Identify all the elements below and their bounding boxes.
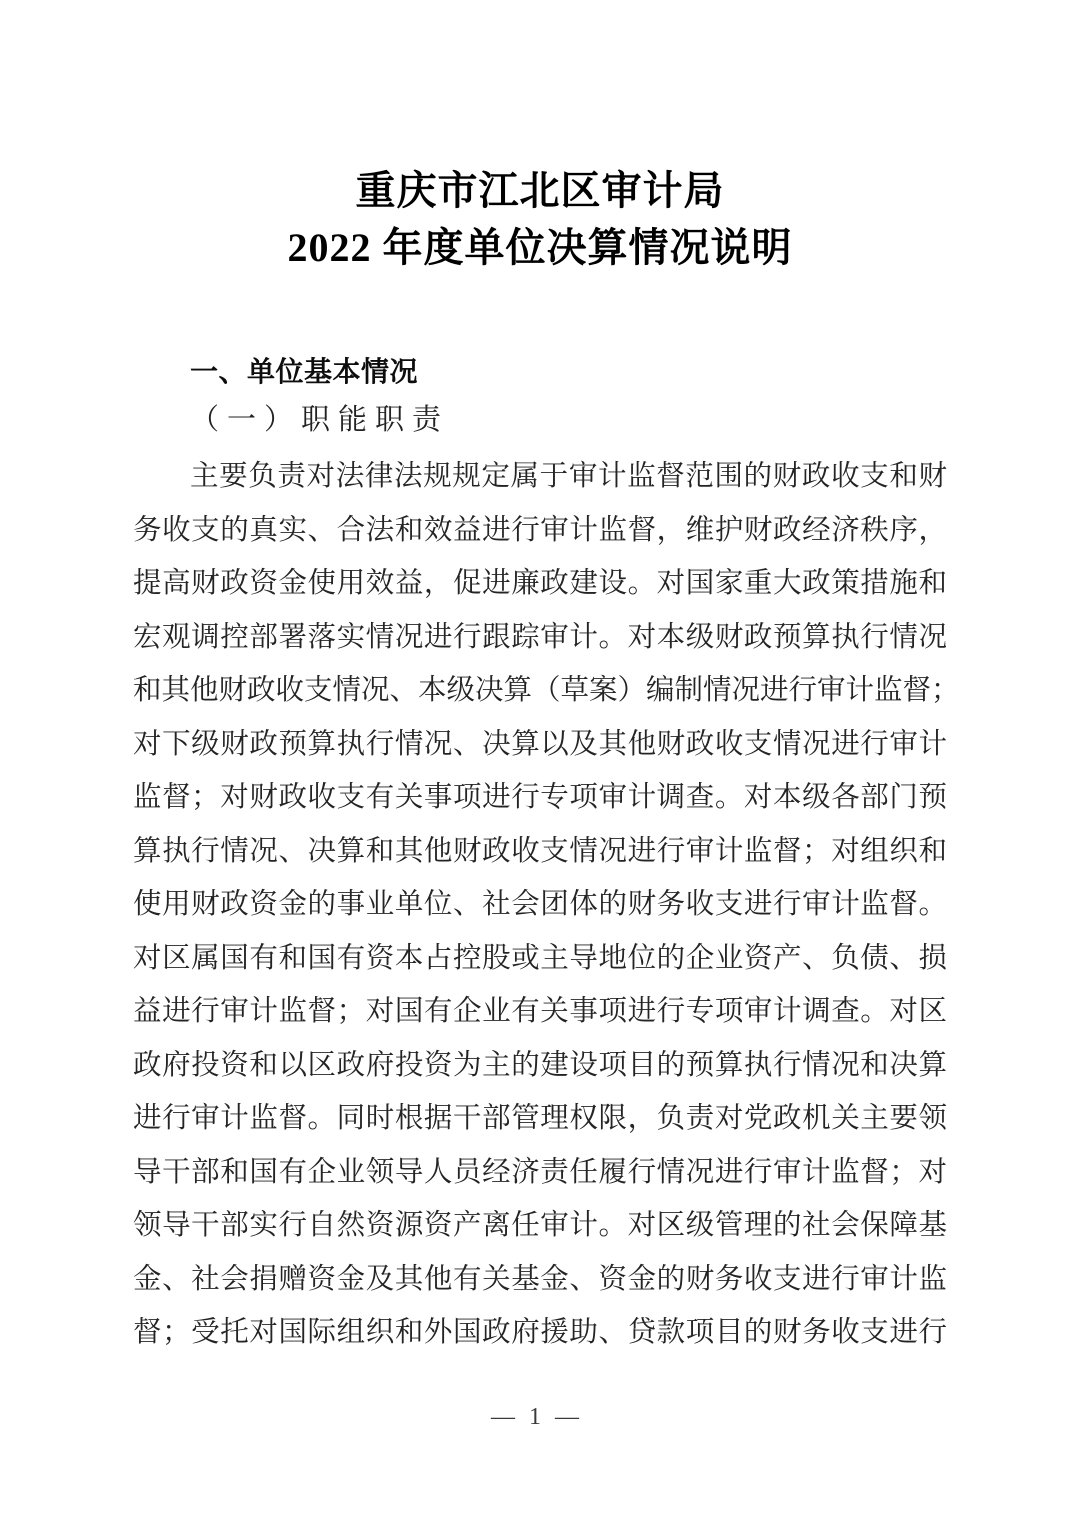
- body-line: 算执行情况、决算和其他财政收支情况进行审计监督；对组织和: [133, 835, 947, 867]
- section-heading-basic-info: 一、单位基本情况: [190, 356, 419, 387]
- body-line: 益进行审计监督；对国有企业有关事项进行专项审计调查。对区: [133, 996, 947, 1027]
- title-line-1: 重庆市江北区审计局: [355, 168, 725, 213]
- body-line: 督；受托对国际组织和外国政府援助、贷款项目的财务收支进行: [133, 1317, 947, 1348]
- body-line: 领导干部实行自然资源资产离任审计。对区级管理的社会保障基: [133, 1210, 947, 1241]
- body-line: 主要负责对法律法规规定属于审计监督范围的财政收支和财: [190, 461, 947, 492]
- body-line: 使用财政资金的事业单位、社会团体的财务收支进行审计监督。: [133, 889, 947, 920]
- subsection-heading-duties: （一）职能职责: [190, 404, 450, 436]
- body-line: 提高财政资金使用效益，促进廉政建设。对国家重大政策措施和: [133, 568, 947, 599]
- body-line: 监督；对财政收支有关事项进行专项审计调查。对本级各部门预: [133, 782, 947, 813]
- body-line: 进行审计监督。同时根据干部管理权限，负责对党政机关主要领: [133, 1103, 947, 1134]
- body-paragraph: [133, 450, 960, 1360]
- body-line: 宏观调控部署落实情况进行跟踪审计。对本级财政预算执行情况: [133, 621, 947, 653]
- body-line: 政府投资和以区政府投资为主的建设项目的预算执行情况和决算: [133, 1049, 947, 1081]
- page-number: — 1 —: [491, 1404, 583, 1430]
- body-line: 和其他财政收支情况、本级决算（草案）编制情况进行审计监督；: [133, 675, 960, 706]
- body-line: 务收支的真实、合法和效益进行审计监督，维护财政经济秩序，: [133, 514, 947, 546]
- body-line: 导干部和国有企业领导人员经济责任履行情况进行审计监督；对: [133, 1156, 947, 1188]
- title-line-2: 2022 年度单位决算情况说明: [287, 225, 793, 270]
- document-title: [133, 0, 947, 276]
- body-line: 对下级财政预算执行情况、决算以及其他财政收支情况进行审计: [133, 728, 947, 760]
- body-line: 金、社会捐赠资金及其他有关基金、资金的财务收支进行审计监: [133, 1263, 947, 1295]
- body-line: 对区属国有和国有资本占控股或主导地位的企业资产、负债、损: [133, 942, 947, 974]
